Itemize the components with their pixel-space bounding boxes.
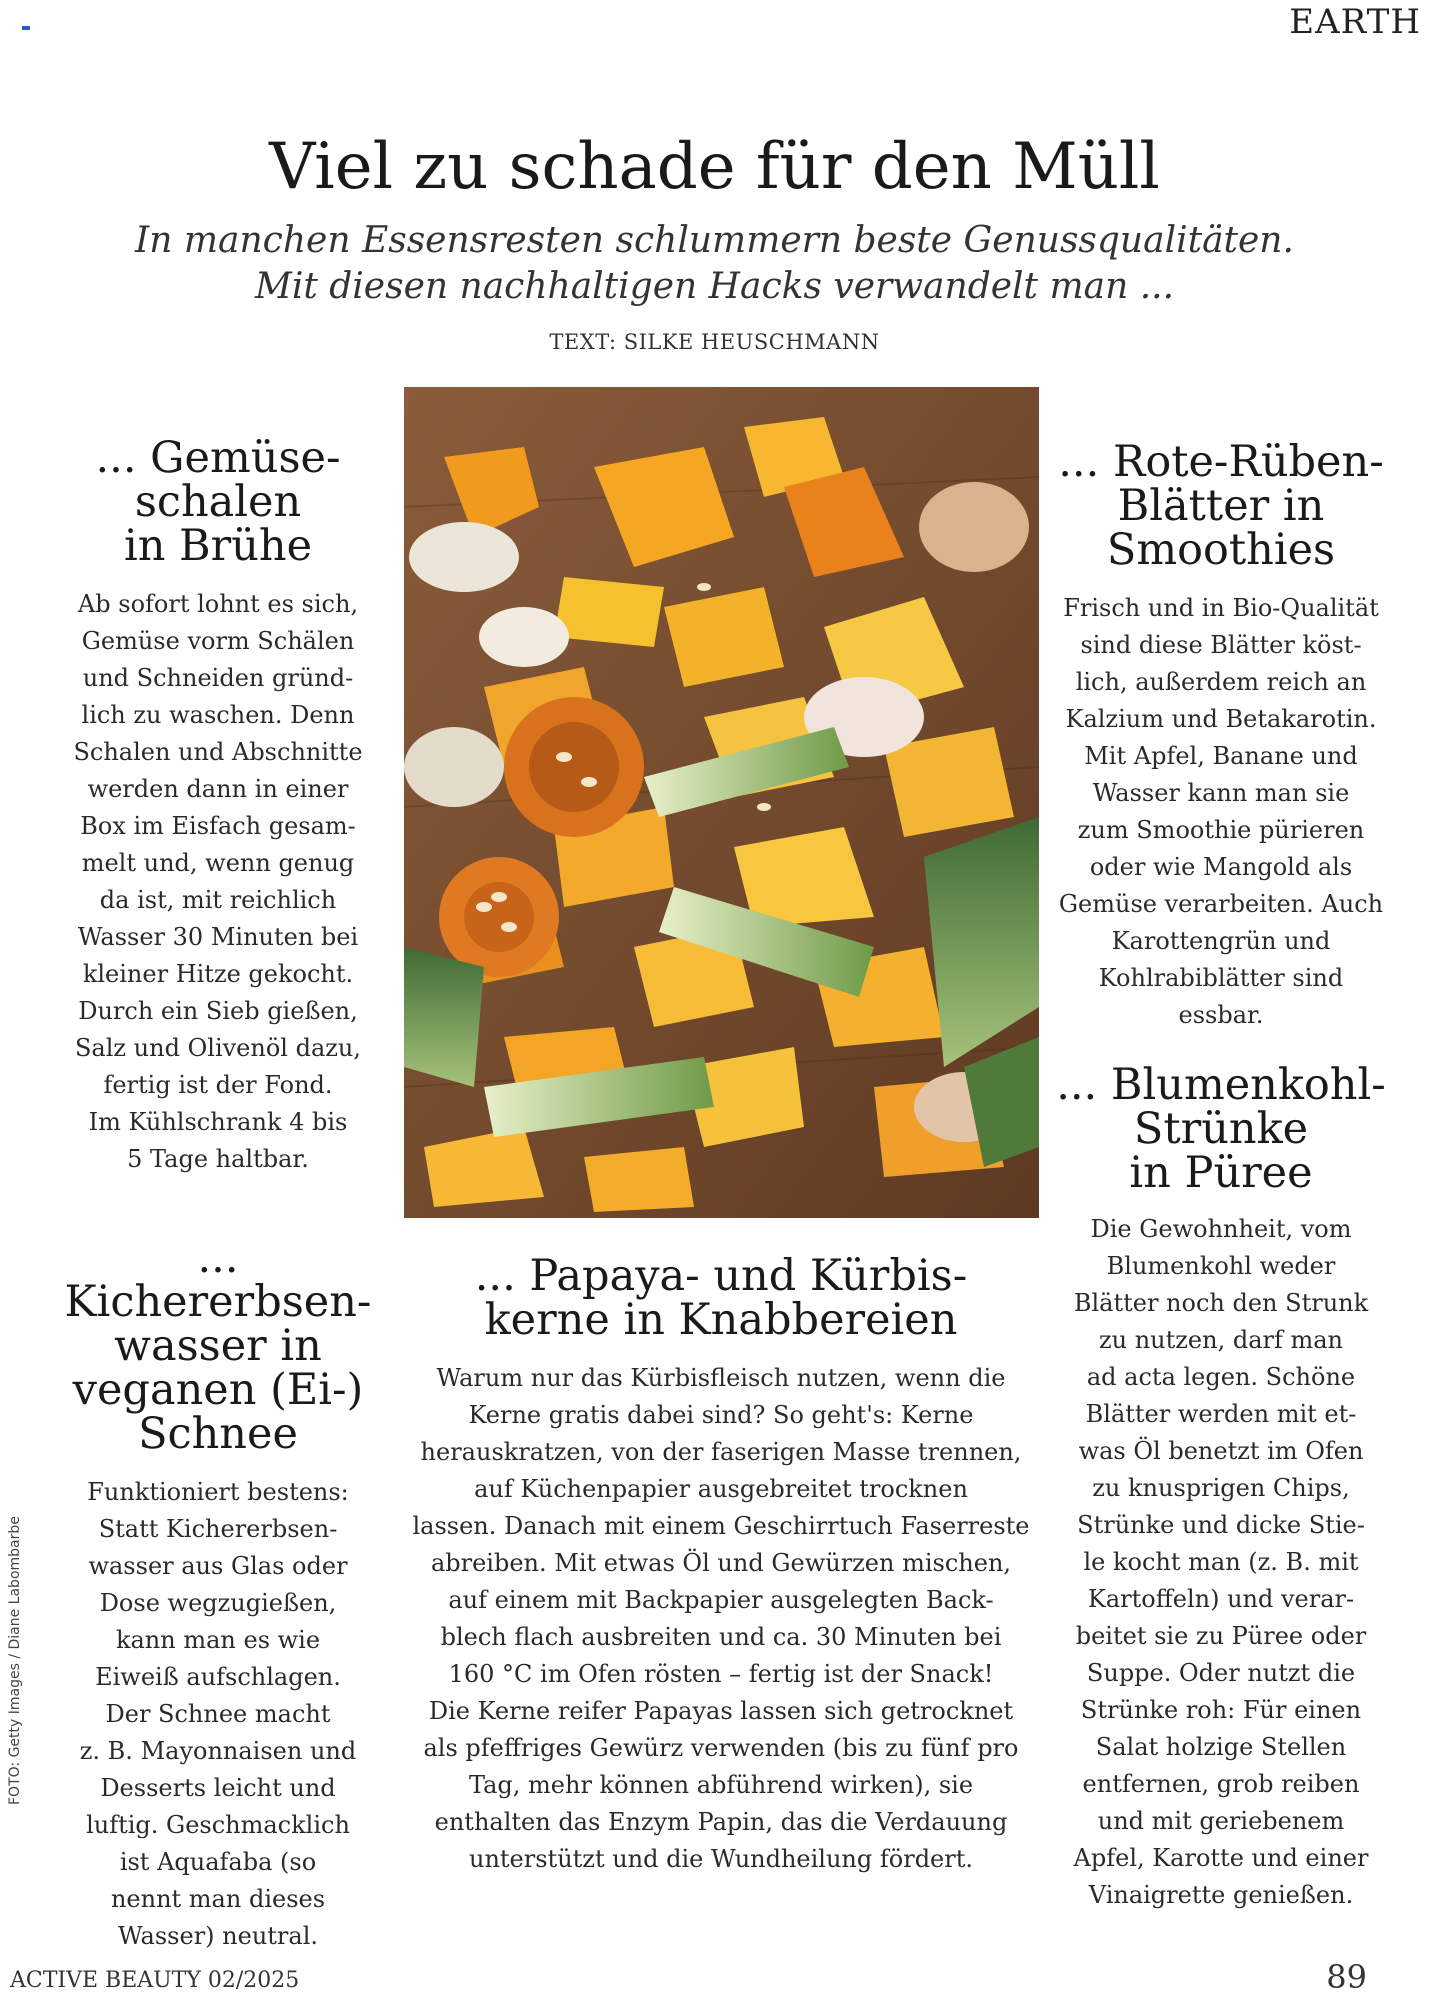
body-line: Ab sofort lohnt es sich, [77,590,359,618]
article-papaya [400,1251,1042,1878]
body-line: auf einem mit Backpapier ausgelegten Back- [448,1586,994,1614]
page-number: 89 [1326,1958,1367,1996]
body-line: kann man es wie [115,1626,321,1654]
heading-line: Strünke [1133,1104,1309,1154]
body-line: nennt man dieses [110,1885,326,1913]
article-heading [62,1233,374,1459]
article-kichererbsen [62,1233,374,1955]
heading-line: ... Kichererbsen- [64,1233,372,1327]
body-line: Blumenkohl weder [1106,1252,1336,1280]
body-line: ad acta legen. Schöne [1086,1363,1356,1391]
body-line: und Schneiden gründ- [82,664,354,692]
body-line: beitet sie zu Püree oder [1075,1622,1367,1650]
article-body [1055,590,1387,1034]
article-body [62,1474,374,1955]
corner-mark [22,26,30,30]
subtitle-line: Mit diesen nachhaltigen Hacks verwandelt man ... [254,266,1175,307]
body-line: Funktioniert bestens: [87,1478,349,1506]
body-line: was Öl benetzt im Ofen [1078,1437,1364,1465]
heading-line: veganen (Ei-) [72,1365,364,1415]
body-line: Vinaigrette genießen. [1088,1881,1354,1909]
article-body [1055,1211,1387,1914]
body-line: luftig. Geschmacklich [86,1811,350,1839]
heading-line: kerne in Knabbereien [484,1295,958,1345]
body-line: fertig ist der Fond. [103,1071,333,1099]
body-line: Warum nur das Kürbisfleisch nutzen, wenn die [436,1364,1006,1392]
article-heading [1055,437,1387,575]
heading-line: ... Rote-Rüben- [1058,437,1384,487]
body-line: ist Aquafaba (so [119,1848,317,1876]
body-line: Mit Apfel, Banane und [1084,742,1358,770]
vegetable-scraps-illustration [404,387,1039,1218]
article-body [400,1360,1042,1878]
body-line: Kerne gratis dabei sind? So geht's: Kerne [468,1401,974,1429]
body-line: oder wie Mangold als [1089,853,1353,881]
body-line: Eiweiß aufschlagen. [95,1663,341,1691]
body-line: Box im Eisfach gesam- [80,812,356,840]
article-heading [1055,1060,1387,1198]
body-line: zu nutzen, darf man [1098,1326,1344,1354]
body-line: auf Küchenpapier ausgebreitet trocknen [474,1475,968,1503]
body-line: Kohlrabiblätter sind essbar. [1098,964,1344,1029]
body-line: 160 °C im Ofen rösten – fertig ist der Snack! [448,1660,994,1688]
body-line: Salat holzige Stellen [1095,1733,1347,1761]
body-line: Karottengrün und [1111,927,1331,955]
body-line: 5 Tage haltbar. [127,1145,309,1173]
section-tag: EARTH [1289,2,1421,42]
body-line: le kocht man (z. B. mit [1083,1548,1359,1576]
body-line: Blätter noch den Strunk [1073,1289,1369,1317]
body-line: Kartoffeln) und verar- [1087,1585,1355,1613]
heading-line: ... Papaya- und Kürbis- [474,1251,968,1301]
subtitle [0,218,1429,310]
body-line: Apfel, Karotte und einer [1073,1844,1369,1872]
body-line: Gemüse verarbeiten. Auch [1058,890,1384,918]
body-line: als pfeffriges Gewürz verwenden (bis zu fünf pro [423,1734,1019,1762]
heading-line: ... Gemüse- [95,433,341,483]
body-line: herauskratzen, von der faserigen Masse trennen, [420,1438,1022,1466]
body-line: Dose wegzugießen, [99,1589,337,1617]
body-line: Wasser 30 Minuten bei [77,923,359,951]
body-line: Im Kühlschrank 4 bis [88,1108,348,1136]
body-line: Frisch und in Bio-Qualität [1063,594,1379,622]
body-line: Durch ein Sieb gießen, [78,997,358,1025]
body-line: lich zu waschen. Denn [81,701,355,729]
body-line: abreiben. Mit etwas Öl und Gewürzen mischen, [430,1549,1012,1577]
body-line: und mit geriebenem [1097,1807,1345,1835]
heading-line: in Brühe [123,521,313,571]
body-line: Schalen und Abschnitte [73,738,363,766]
body-line: wasser aus Glas oder [88,1552,348,1580]
body-line: lich, außerdem reich an [1075,668,1367,696]
body-line: Die Gewohnheit, vom [1090,1215,1352,1243]
vegetable-scraps-photo [404,387,1039,1218]
body-line: Kalzium und Betakarotin. [1065,705,1377,733]
body-line: z. B. Mayonnaisen und [79,1737,357,1765]
body-line: Wasser) neutral. [117,1922,319,1950]
heading-line: schalen [134,477,302,527]
article-blumenkohl [1055,1060,1387,1914]
body-line: lassen. Danach mit einem Geschirrtuch Faserreste [412,1512,1030,1540]
article-heading [62,433,374,571]
heading-line: Schnee [138,1409,298,1459]
page-title: Viel zu schade für den Müll [269,130,1160,204]
article-body [62,586,374,1178]
body-line: werden dann in einer [87,775,349,803]
heading-line: Smoothies [1106,525,1336,575]
body-line: da ist, mit reichlich [99,886,337,914]
body-line: Wasser kann man sie [1092,779,1350,807]
body-line: sind diese Blätter köst- [1080,631,1362,659]
body-line: zu knusprigen Chips, [1092,1474,1350,1502]
heading-line: Blätter in [1117,481,1325,531]
body-line: blech flach ausbreiten und ca. 30 Minuten bei [440,1623,1002,1651]
body-line: Strünke roh: Für einen [1080,1696,1362,1724]
body-line: Tag, mehr können abführend wirken), sie [468,1771,974,1799]
body-line: Desserts leicht und [100,1774,336,1802]
subtitle-line: In manchen Essensresten schlummern beste Genussqualitäten. [135,220,1294,261]
heading-line: in Püree [1129,1148,1313,1198]
body-line: unterstützt und die Wundheilung fördert. [469,1845,973,1873]
photo-credit: FOTO: Getty Images / Diane Labombarbe [7,1516,23,1805]
body-line: melt und, wenn genug [81,849,355,877]
heading-line: ... Blumenkohl- [1056,1060,1386,1110]
body-line: entfernen, grob reiben [1082,1770,1360,1798]
body-line: Strünke und dicke Stie- [1077,1511,1365,1539]
body-line: Der Schnee macht [105,1700,331,1728]
body-line: zum Smoothie pürieren [1077,816,1365,844]
body-line: Suppe. Oder nutzt die [1086,1659,1356,1687]
body-line: enthalten das Enzym Papin, das die Verdauung [434,1808,1008,1836]
article-rueben [1055,437,1387,1034]
footer-magazine: ACTIVE BEAUTY 02/2025 [10,1968,300,1993]
body-line: Gemüse vorm Schälen [81,627,355,655]
article-gemuese [62,433,374,1178]
body-line: Statt Kichererbsen- [98,1515,338,1543]
body-line: kleiner Hitze gekocht. [82,960,354,988]
article-heading [400,1251,1042,1345]
body-line: Die Kerne reifer Papayas lassen sich getrocknet [428,1697,1014,1725]
byline: TEXT: SILKE HEUSCHMANN [549,330,880,354]
body-line: Salz und Olivenöl dazu, [74,1034,361,1062]
heading-line: wasser in [114,1321,322,1371]
body-line: Blätter werden mit et- [1085,1400,1357,1428]
